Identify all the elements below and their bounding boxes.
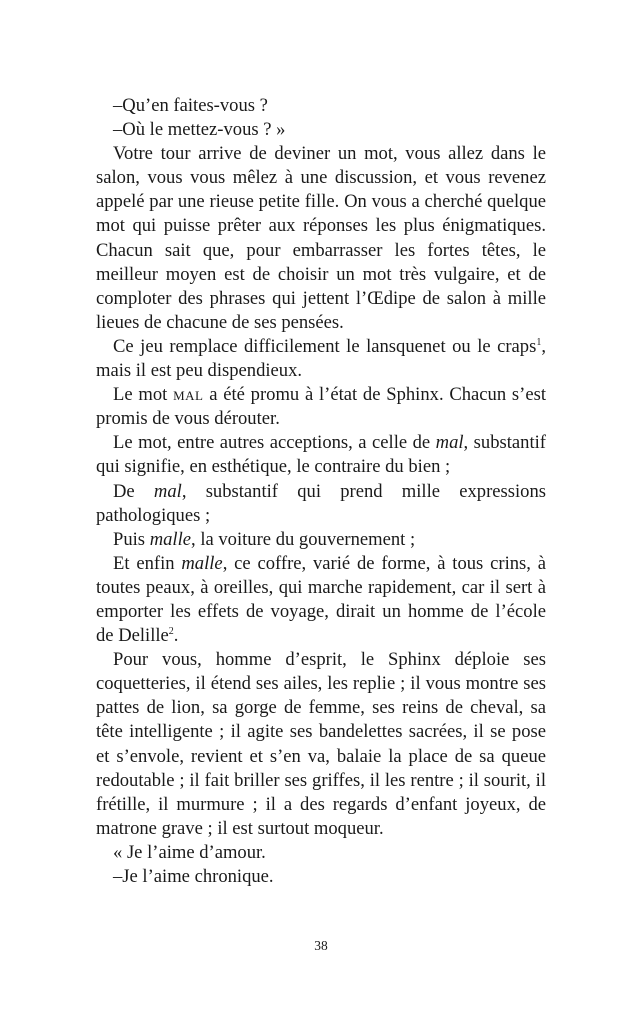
paragraph: Votre tour arrive de deviner un mot, vous allez dans le salon, vous vous mêlez à une discussion, et vous revenez appelé par une rieuse petite fille. On vous a cherché quelque mot qui puisse prêter aux réponses les plus énigmatiques. Chacun sait que, pour embarrasser les fortes têtes, le meilleur moyen est de choisir un mot très vulgaire, et de comploter des phrases qui jettent l’Œdipe de salon à mille lieues de chacune de ses pensées. [96, 143, 546, 333]
paragraph [96, 528, 546, 552]
paragraph [96, 335, 546, 383]
text-run: a été promu à l’état de Sphinx. Chacun s’est promis de vous dérouter. [96, 384, 546, 430]
footnote-marker: 1 [536, 336, 542, 348]
text-run: , substantif qui prend mille expressions pathologiques ; [96, 480, 546, 526]
text-run: Ce jeu remplace difficilement le lansquenet ou le craps [113, 335, 537, 357]
page-number: 38 [314, 938, 328, 953]
text-run: . [173, 625, 179, 647]
italic-word: mal [435, 432, 464, 454]
paragraph [96, 552, 546, 648]
page-body [96, 94, 546, 889]
italic-word: malle [149, 528, 192, 550]
italic-word: malle [181, 552, 223, 574]
dialogue-line: –Où le mettez-vous ? » [113, 119, 286, 141]
paragraph: Pour vous, homme d’esprit, le Sphinx déploie ses coquetteries, il étend ses ailes, les replie ; il vous montre ses pattes de lion, sa gorge de femme, ses reins de cheval, sa tête intelligente ; il agite ses bandelettes sacrées, il se pose et s’envole, revient et s’en va, balaie la place de sa queue redoutable ; il fait briller ses griffes, il les rentre ; il sourit, il frétille, il murmure ; il a des regards d’enfant joyeux, de matrone grave ; il est surtout moqueur. [96, 649, 546, 839]
italic-word: mal [153, 480, 182, 502]
paragraph [96, 431, 546, 479]
paragraph [96, 383, 546, 431]
footnote-marker: 2 [168, 626, 174, 638]
text-run: , mais il est peu dispendieux. [96, 335, 546, 382]
dialogue-line: –Je l’aime chronique. [113, 866, 274, 887]
text-run: , substantif qui signifie, en esthétique, le contraire du bien ; [96, 432, 546, 478]
text-run: Et enfin [113, 552, 182, 574]
text-run: , ce coffre, varié de forme, à tous crins, à toutes peaux, à oreilles, qui marche rapidement, car il sert à emporter les effets de voyage, dirait un homme de l’école de Delille [96, 552, 546, 647]
dialogue-line: « Je l’aime d’amour. [113, 841, 266, 863]
text-run: De [113, 480, 154, 502]
text-run: Le mot, entre autres acceptions, a celle de [113, 432, 436, 454]
dialogue-line: –Qu’en faites-vous ? [113, 95, 268, 116]
text-run: Puis [113, 528, 150, 550]
small-caps-word: mal [173, 384, 204, 406]
text-run: Le mot [113, 384, 174, 406]
paragraph [96, 480, 546, 528]
text-run: , la voiture du gouvernement ; [191, 528, 416, 550]
